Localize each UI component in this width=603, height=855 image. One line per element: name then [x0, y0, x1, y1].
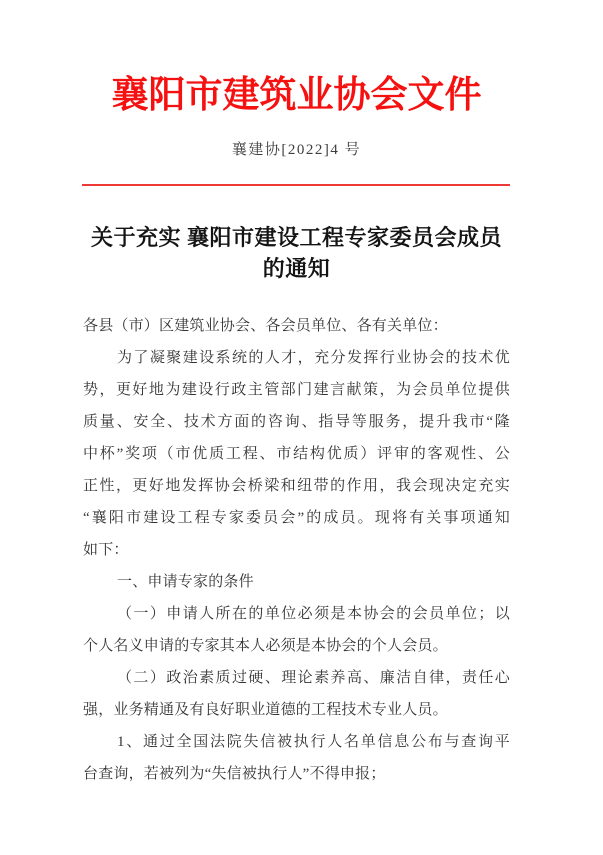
- body-line: “襄阳市建设工程专家委员会”的成员。现将有关事项通知: [83, 510, 510, 526]
- body-line: 1、通过全国法院失信被执行人名单信息公布与查询平: [117, 734, 510, 750]
- body-line: 势，更好地为建设行政主管部门建言献策，为会员单位提供: [83, 382, 510, 398]
- org-title: 襄阳市建筑业协会文件: [111, 75, 482, 116]
- doc-number: 襄建协[2022]4 号: [231, 142, 362, 158]
- body-line: 各县（市）区建筑业协会、各会员单位、各有关单位：: [83, 318, 448, 334]
- body-text: [83, 310, 510, 790]
- body-line: 台查询，若被列为“失信被执行人”不得申报；: [83, 766, 386, 782]
- body-line: 一、申请专家的条件: [117, 574, 254, 590]
- notice-title-line2: 的通知: [262, 256, 331, 281]
- body-line: 中杯”奖项（市优质工程、市结构优质）评审的客观性、公: [83, 446, 510, 462]
- body-line: （一）申请人所在的单位必须是本协会的会员单位；以: [117, 606, 510, 622]
- notice-title-line1: 关于充实 襄阳市建设工程专家委员会成员: [90, 225, 502, 250]
- notice-title: [70, 222, 523, 284]
- body-line: 如下：: [83, 542, 129, 558]
- body-line: 正性，更好地发挥协会桥梁和纽带的作用，我会现决定充实: [83, 478, 510, 494]
- body-line: 个人名义申请的专家其本人必须是本协会的个人会员。: [83, 638, 448, 654]
- body-line: 为了凝聚建设系统的人才，充分发挥行业协会的技术优: [117, 350, 510, 366]
- body-line: （二）政治素质过硬、理论素养高、廉洁自律，责任心: [117, 670, 510, 686]
- red-divider-rule: [82, 184, 510, 186]
- body-line: 质量、安全、技术方面的咨询、指导等服务，提升我市“隆: [83, 414, 510, 430]
- body-line: 强，业务精通及有良好职业道德的工程技术专业人员。: [83, 702, 448, 718]
